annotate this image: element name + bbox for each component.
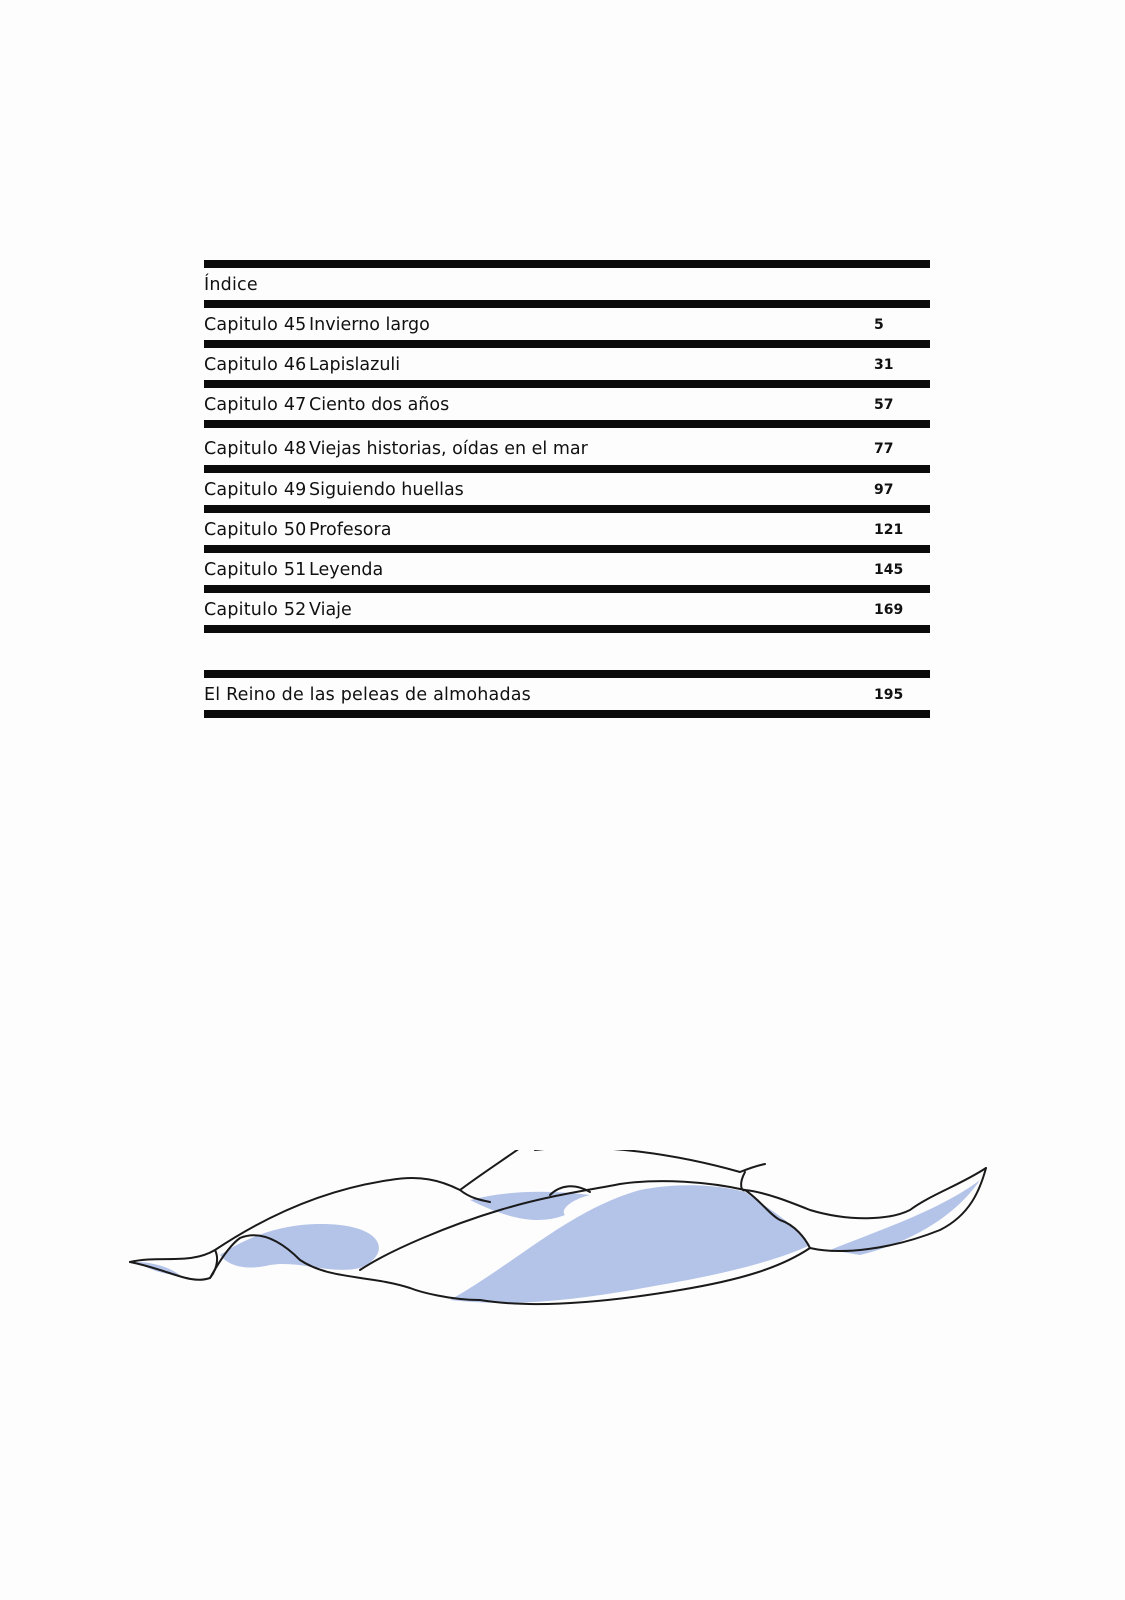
- extra-title: El Reino de las peleas de almohadas: [204, 685, 531, 705]
- divider: [204, 670, 930, 678]
- chapter-title: Lapislazuli: [309, 355, 401, 375]
- divider: [204, 380, 930, 388]
- divider: [204, 260, 930, 268]
- toc-entry[interactable]: [204, 348, 930, 380]
- chapter-label: Capitulo 52: [204, 600, 307, 620]
- page-number: 121: [874, 522, 904, 538]
- page-number: 169: [874, 602, 904, 618]
- spacer: [204, 633, 930, 670]
- toc-heading-row: [204, 268, 930, 300]
- divider: [204, 420, 930, 428]
- toc-heading: Índice: [204, 275, 258, 295]
- chapter-title: Invierno largo: [309, 315, 430, 335]
- page-number: 195: [874, 687, 904, 703]
- chapter-label: Capitulo 45: [204, 315, 307, 335]
- chapter-label: Capitulo 48: [204, 439, 307, 459]
- table-of-contents: [204, 260, 930, 718]
- page-number: 57: [874, 397, 894, 413]
- chapter-title: Viaje: [309, 600, 352, 620]
- divider: [204, 585, 930, 593]
- page-number: 5: [874, 317, 884, 333]
- chapter-title: Viejas historias, oídas en el mar: [309, 439, 588, 459]
- toc-entry[interactable]: [204, 593, 930, 625]
- divider: [204, 505, 930, 513]
- toc-entry[interactable]: [204, 553, 930, 585]
- pillow-shadow: [470, 1192, 590, 1220]
- page-number: 145: [874, 562, 904, 578]
- chapter-label: Capitulo 50: [204, 520, 307, 540]
- page-number: 97: [874, 482, 894, 498]
- divider: [204, 710, 930, 718]
- divider: [204, 300, 930, 308]
- chapter-title: Siguiendo huellas: [309, 480, 464, 500]
- chapter-title: Profesora: [309, 520, 392, 540]
- toc-entry-extra[interactable]: [204, 678, 930, 710]
- page-number: 31: [874, 357, 894, 373]
- toc-entry[interactable]: [204, 428, 930, 465]
- divider: [204, 340, 930, 348]
- toc-entry[interactable]: [204, 308, 930, 340]
- chapter-title: Ciento dos años: [309, 395, 450, 415]
- pillow-shadow: [220, 1224, 379, 1270]
- divider: [204, 625, 930, 633]
- chapter-label: Capitulo 47: [204, 395, 307, 415]
- divider: [204, 545, 930, 553]
- toc-entry[interactable]: [204, 473, 930, 505]
- pillow-illustration-icon: [120, 1150, 1020, 1350]
- chapter-label: Capitulo 51: [204, 560, 307, 580]
- divider: [204, 465, 930, 473]
- chapter-label: Capitulo 46: [204, 355, 307, 375]
- toc-entry[interactable]: [204, 513, 930, 545]
- toc-entry[interactable]: [204, 388, 930, 420]
- chapter-label: Capitulo 49: [204, 480, 307, 500]
- chapter-title: Leyenda: [309, 560, 384, 580]
- page-number: 77: [874, 441, 894, 457]
